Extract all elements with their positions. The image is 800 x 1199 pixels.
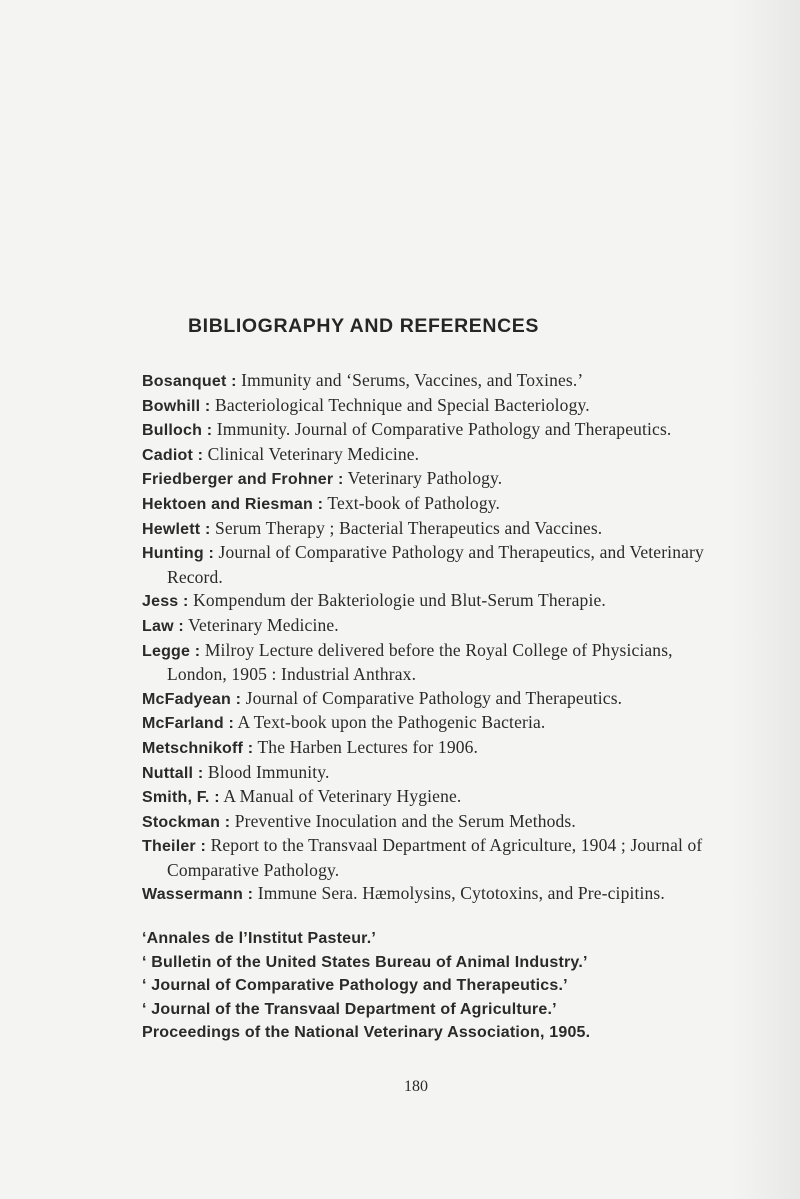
reference-title: Preventive Inoculation and the Serum Methods.: [230, 810, 576, 831]
reference-author: McFadyean :: [142, 690, 242, 708]
reference-author: Bowhill :: [142, 397, 211, 415]
reference-title: The Harben Lectures for 1906.: [253, 736, 479, 757]
reference-entry: [142, 761, 708, 786]
reference-author: Hunting :: [142, 545, 214, 563]
reference-entry: [142, 394, 708, 419]
periodical-item: ‘ Bulletin of the United States Bureau of Animal Industry.’: [142, 953, 588, 971]
periodical-item: ‘ Journal of Comparative Pathology and Therapeutics.’: [142, 977, 568, 995]
reference-entry: [142, 492, 708, 517]
reference-author: Hewlett :: [142, 520, 211, 538]
reference-author: Friedberger and Frohner :: [142, 471, 344, 489]
reference-author: Law :: [142, 617, 184, 635]
reference-title: Clinical Veterinary Medicine.: [203, 443, 420, 464]
periodical-item: ‘Annales de l’Institut Pasteur.’: [142, 930, 377, 948]
reference-entry: [142, 639, 708, 687]
reference-author: Wassermann :: [142, 886, 254, 904]
reference-entry: [142, 589, 708, 614]
reference-entry: [142, 810, 708, 835]
reference-title: Immune Sera. Hæmolysins, Cytotoxins, and Pre-cipitins.: [253, 883, 665, 904]
reference-author: Jess :: [142, 593, 189, 611]
reference-title: Serum Therapy ; Bacterial Therapeutics and Vaccines.: [210, 517, 603, 538]
reference-entry: [142, 736, 708, 761]
reference-title: Veterinary Pathology.: [343, 468, 503, 489]
reference-title: Immunity. Journal of Comparative Pathology and Therapeutics.: [212, 419, 672, 440]
reference-author: Theiler :: [142, 838, 207, 856]
reference-author: Bosanquet :: [142, 373, 237, 390]
reference-entry: [142, 418, 708, 443]
reference-author: Hektoen and Riesman :: [142, 495, 324, 513]
reference-author: Stockman :: [142, 813, 231, 831]
periodical-item: Proceedings of the National Veterinary Association, 1905.: [142, 1024, 591, 1042]
reference-entry: [142, 541, 708, 589]
reference-entry: [142, 467, 708, 492]
reference-entry: [142, 834, 708, 882]
periodicals-list: [142, 927, 708, 1045]
page-number: 180: [404, 1078, 428, 1095]
periodical-item: ‘ Journal of the Transvaal Department of Agriculture.’: [142, 1000, 557, 1018]
reference-title: Blood Immunity.: [203, 761, 330, 782]
reference-title: Report to the Transvaal Department of Agriculture, 1904 ; Journal of Comparative Pathology.: [167, 835, 703, 880]
reference-title: Bacteriological Technique and Special Bacteriology.: [210, 394, 590, 415]
reference-author: Nuttall :: [142, 764, 204, 782]
reference-title: Immunity and ‘Serums, Vaccines, and Toxines.’: [236, 370, 584, 390]
reference-author: McFarland :: [142, 715, 234, 733]
reference-author: Cadiot :: [142, 446, 204, 464]
reference-entry: [142, 443, 708, 468]
reference-author: Legge :: [142, 642, 201, 660]
reference-entry: [142, 785, 708, 810]
reference-title: Text-book of Pathology.: [323, 492, 501, 513]
reference-title: Milroy Lecture delivered before the Royal College of Physicians, London, 1905 : Industrial Anthrax.: [167, 639, 673, 685]
reference-entry: [142, 517, 708, 542]
page-edge-shadow: [730, 0, 800, 1199]
reference-title: Veterinary Medicine.: [183, 614, 339, 635]
reference-entry: [142, 614, 708, 639]
reference-list: [142, 369, 708, 1045]
reference-entry: [142, 687, 708, 712]
reference-entry: [142, 711, 708, 736]
reference-entry: [142, 882, 708, 907]
reference-title: Journal of Comparative Pathology and Therapeutics, and Veterinary Record.: [167, 542, 704, 587]
reference-title: A Manual of Veterinary Hygiene.: [219, 786, 462, 807]
reference-author: Bulloch :: [142, 422, 213, 440]
reference-title: Journal of Comparative Pathology and Therapeutics.: [241, 687, 623, 708]
reference-title: A Text-book upon the Pathogenic Bacteria.: [234, 712, 546, 733]
reference-entry: [142, 369, 708, 394]
reference-title: Kompendum der Bakteriologie und Blut-Serum Therapie.: [188, 590, 606, 611]
page-title: BIBLIOGRAPHY AND REFERENCES: [188, 315, 539, 337]
reference-author: Smith, F. :: [142, 789, 220, 807]
reference-author: Metschnikoff :: [142, 739, 254, 757]
